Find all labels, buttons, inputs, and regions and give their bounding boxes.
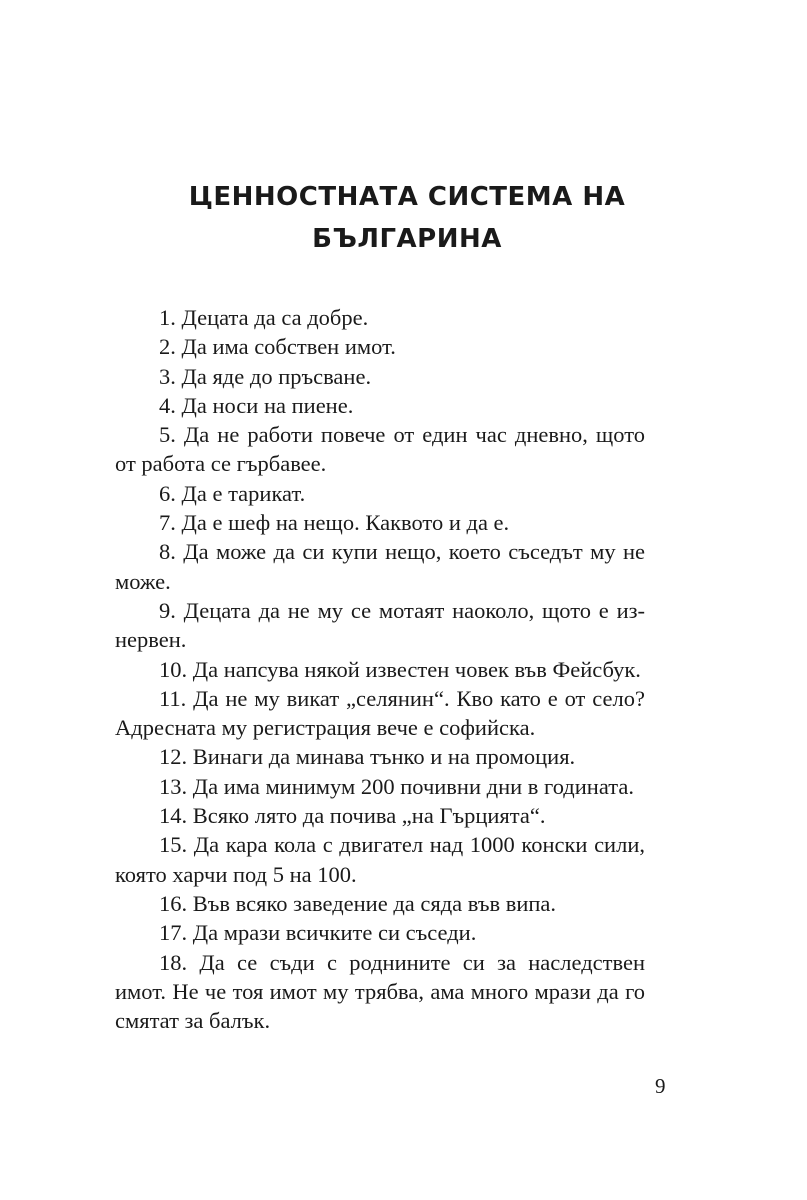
list-item: 15. Да кара кола с двигател над 1000 конски сили, която харчи под 5 на 100.: [115, 832, 645, 887]
list-item: 11. Да не му викат „селянин“. Кво като е от село? Адресната му регистрация вече е софийска.: [115, 685, 645, 741]
list-item: 3. Да яде до пръсване.: [159, 363, 372, 389]
list-item: 10. Да напсува някой известен човек във Фейсбук.: [159, 656, 641, 682]
numbered-list: [115, 303, 645, 1035]
page-number: 9: [655, 1074, 666, 1098]
list-item: 17. Да мрази всичките си съседи.: [159, 920, 477, 946]
list-item: 5. Да не работи повече от един час дневно, щото от работа се гърбавее.: [115, 422, 645, 477]
list-item: 18. Да се съди с роднините си за наследствен имот. Не че тоя имот му трябва, ама много мрази да го смятат за балък.: [115, 949, 645, 1034]
list-item: 2. Да има собствен имот.: [159, 334, 396, 360]
list-item: 16. Във всяко заведение да сяда във випа.: [159, 890, 557, 916]
list-item: 13. Да има минимум 200 почивни дни в годината.: [159, 773, 634, 799]
list-item: 8. Да може да си купи нещо, което съседът му не може.: [115, 539, 645, 594]
list-item: 6. Да е тарикат.: [159, 480, 306, 506]
list-item: 9. Децата да не му се мотаят наоколо, щото е из-нервен.: [115, 597, 645, 653]
chapter-title-line-2: БЪЛГАРИНА: [312, 224, 502, 254]
chapter-title-line-1: ЦЕННОСТНАТА СИСТЕМА НА: [188, 182, 626, 212]
list-item: 4. Да носи на пиене.: [159, 392, 354, 418]
chapter-title: [115, 176, 699, 260]
list-item: 1. Децата да са добре.: [159, 305, 369, 330]
list-item: 12. Винаги да минава тънко и на промоция.: [159, 744, 576, 770]
list-item: 7. Да е шеф на нещо. Каквото и да е.: [159, 510, 510, 536]
list-item: 14. Всяко лято да почива „на Гърцията“.: [159, 803, 546, 829]
